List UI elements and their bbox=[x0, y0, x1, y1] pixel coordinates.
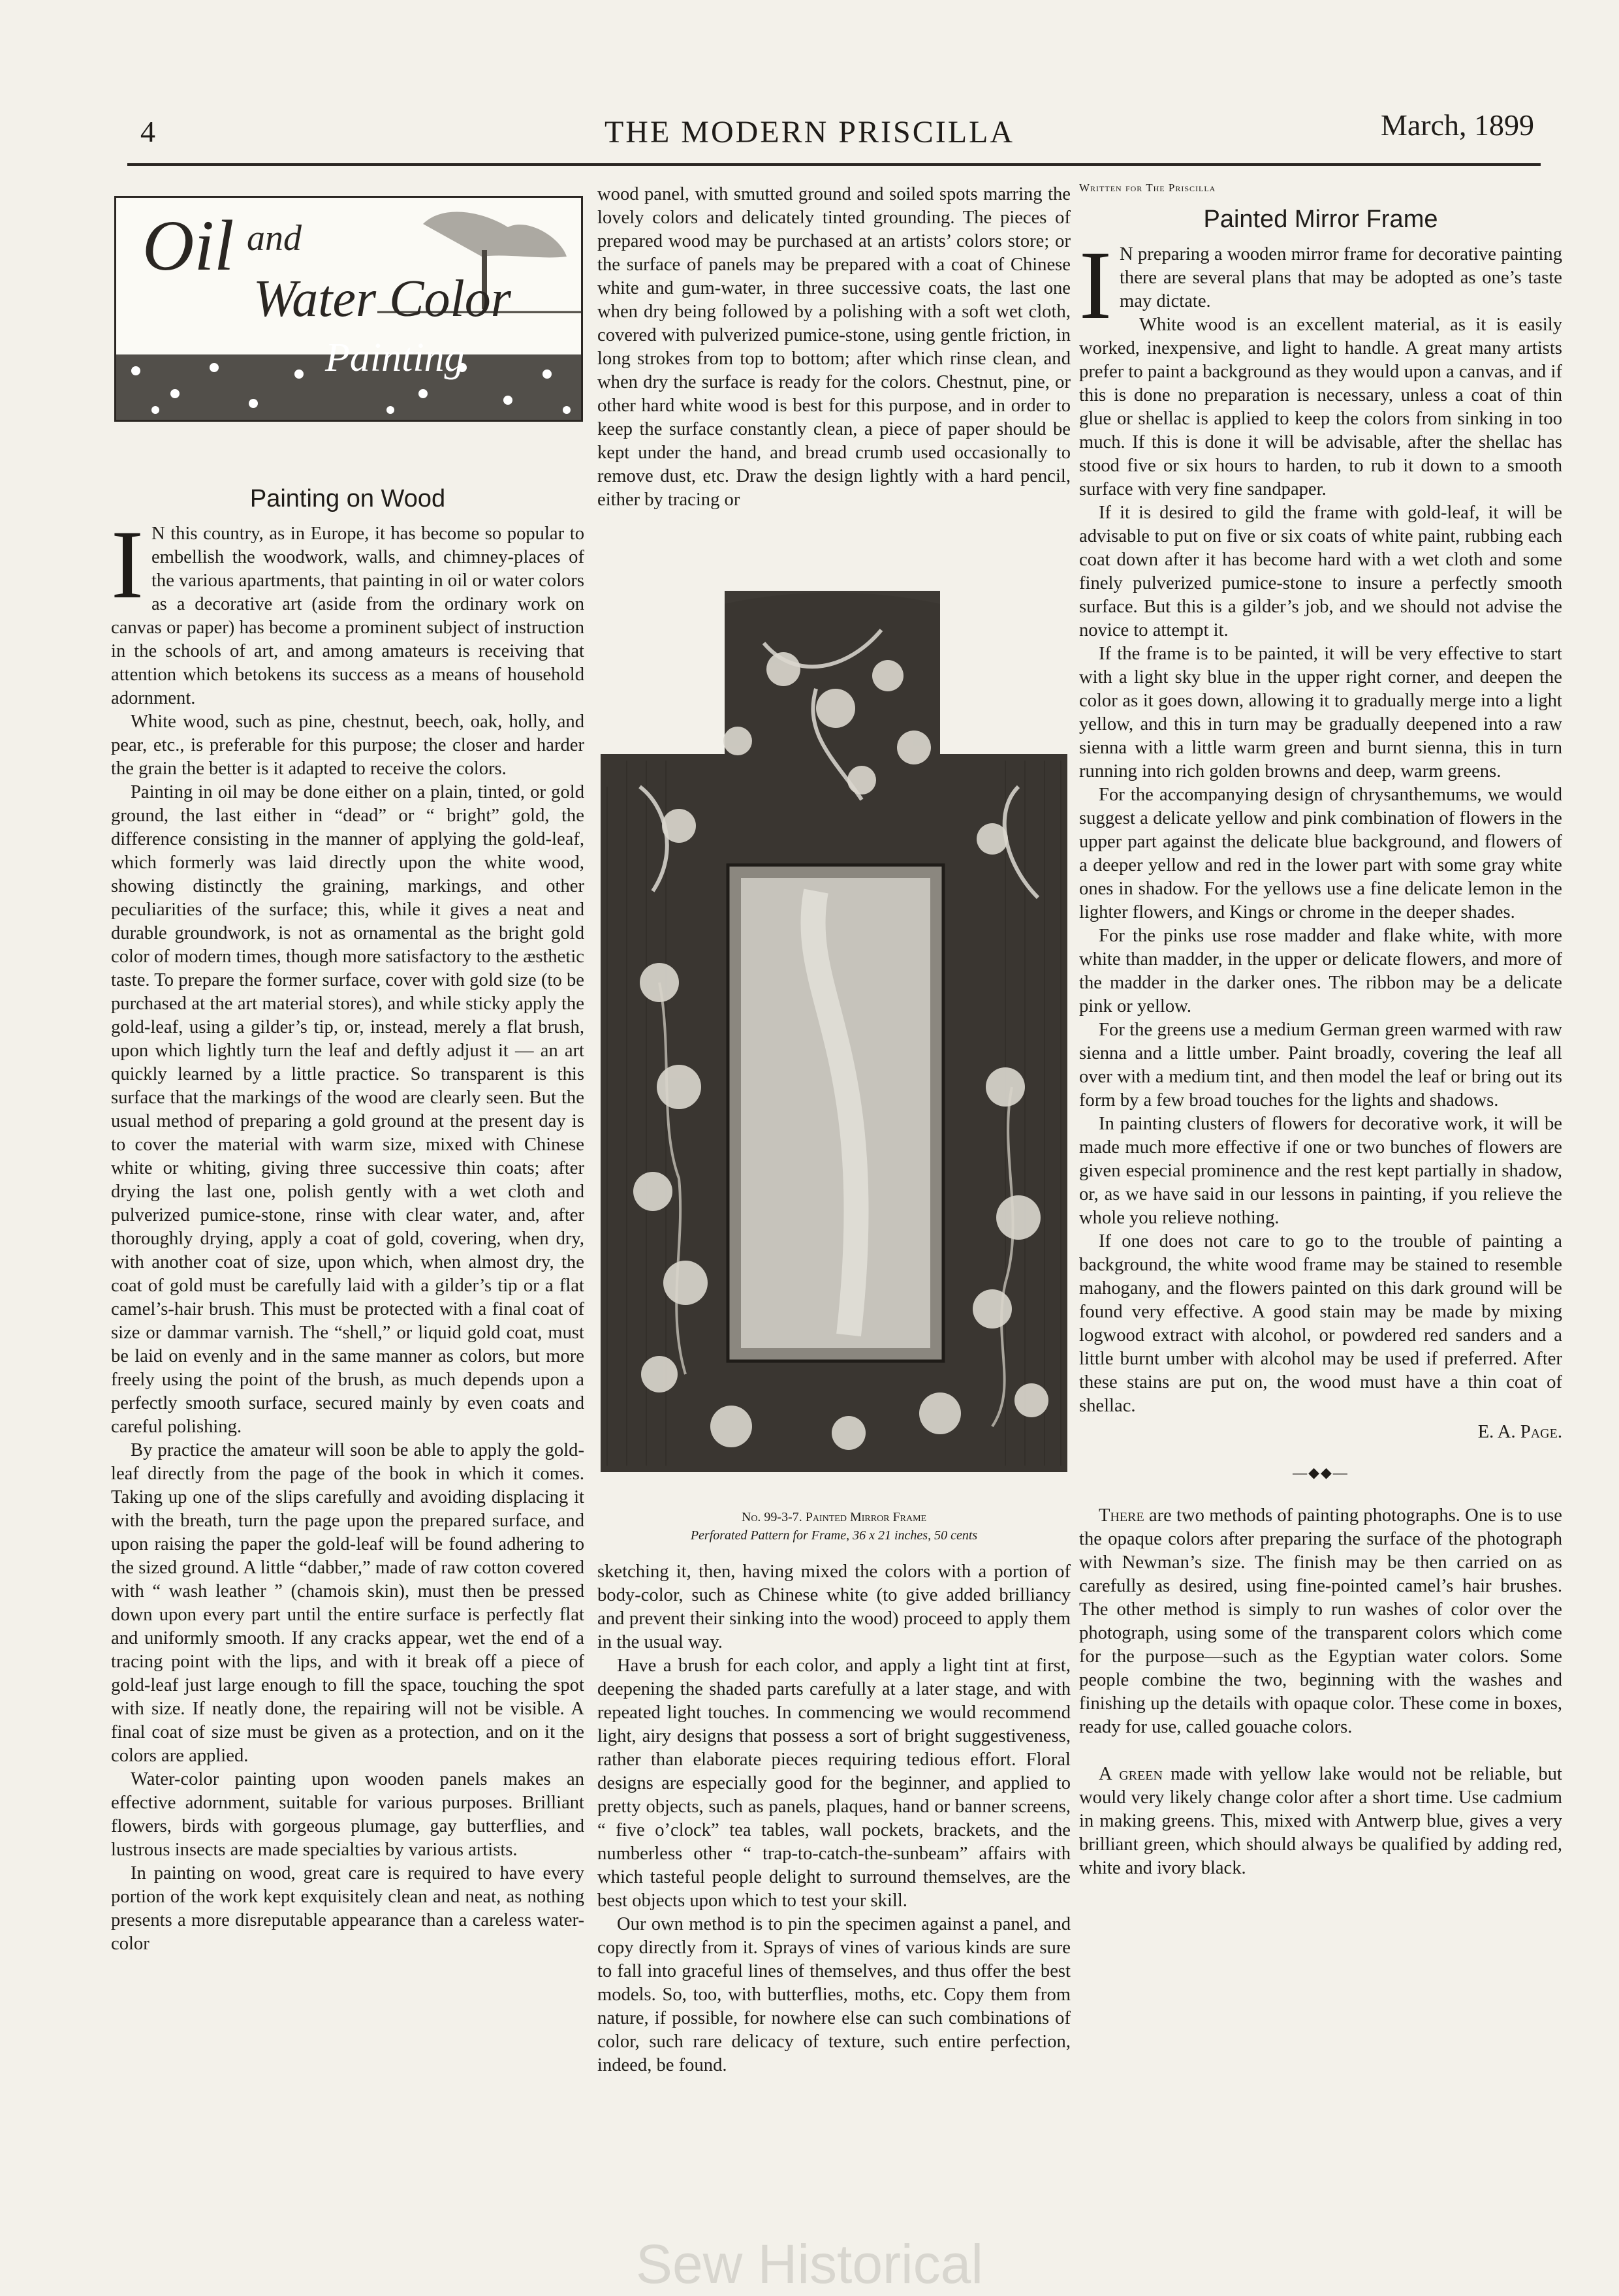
watermark: Sew Historical bbox=[635, 2233, 984, 2295]
paragraph: For the greens use a medium German green warmed with raw sienna and a little umber. Paint broadly, covering the leaf all over with a medium tint, and then model the leaf or bring out its form by a few broad touches for the lights and shadows. bbox=[1079, 1020, 1562, 1110]
article-column-2 bbox=[597, 183, 1071, 512]
oil-water-color-banner bbox=[114, 196, 583, 422]
painted-mirror-frame-illustration bbox=[601, 591, 1067, 1472]
page-number: 4 bbox=[140, 115, 155, 148]
paragraph: sketching it, then, having mixed the colors with a portion of body-color, such as Chinese white (to give added brilliancy and prevent their sinking into the wood) proceed to apply them in the usual way. bbox=[597, 1562, 1071, 1652]
magazine-title: THE MODERN PRISCILLA bbox=[604, 115, 1014, 149]
paragraph: For the accompanying design of chrysanthemums, we would suggest a delicate yellow and pink combination of flowers in the upper part against the delicate blue background, and flowers of a deeper yellow and red in the lower part with some gray white ones in shadow. For the yellows use a fine delicate lemon in the lighter flowers, and Kings or chrome in the deeper shades. bbox=[1079, 785, 1562, 922]
paragraph: For the pinks use rose madder and flake white, with more white than madder, in the upper or delicate flowers, and more of the madder in the darker ones. The ribbon may be a delicate pink or yellow. bbox=[1079, 926, 1562, 1016]
paragraph-text: N preparing a wooden mirror frame for decorative painting there are several plans that may be adopted as one’s taste may dictate. bbox=[1119, 244, 1562, 311]
lead-word: A green bbox=[1099, 1764, 1163, 1784]
banner-oil: Oil bbox=[142, 206, 234, 285]
paragraph bbox=[1079, 1763, 1562, 1880]
drop-cap: I bbox=[111, 511, 144, 619]
section-divider: —◆◆— bbox=[1293, 1464, 1349, 1481]
paragraph: If it is desired to gild the frame with gold-leaf, it will be advisable to put on five or six coats of white paint, rubbing each coat down after it has become hard with a wet cloth and some finely pulverized pumice-stone to insure a perfectly smooth surface. But this is a gilder’s job, and we should not advise the novice to attempt it. bbox=[1079, 503, 1562, 640]
paragraph-text: made with yellow lake would not be reliable, but would very likely change color after a short time. Use cadmium in making greens. This, mixed with Antwerp blue, gives a very brilliant green, which should always be qualified by adding red, white and ivory black. bbox=[1079, 1764, 1562, 1878]
paragraph: Have a brush for each color, and apply a light tint at first, deepening the shaded parts carefully at a later stage, and with repeated light touches. In commencing we would recommend light, airy designs that possess a sort of bright suggestiveness, rather than elaborate pieces requiring tedious effort. Floral designs are especially good for the beginner, and applied to pretty objects, such as panels, plaques, hand or banner screens, “ five o’clock” tea tables, wall pockets, brackets, and the numberless other “ trap-to-catch-the-sunbeam” affairs with which tasteful people delight to surround themselves, are the best objects upon which to test your skill. bbox=[597, 1656, 1071, 1911]
caption-title: No. 99-3-7. Painted Mirror Frame bbox=[741, 1510, 927, 1524]
paragraph: In painting clusters of flowers for decorative work, it will be made much more effective if one or two bunches of flowers are given especial prominence and the rest kept partially in shadow, or, as we have said in our lessons in painting, if you relieve the whole you relieve nothing. bbox=[1079, 1114, 1562, 1228]
lead-word: There bbox=[1099, 1505, 1144, 1526]
paragraph: In painting on wood, great care is required to have every portion of the work kept exquisitely clean and neat, as nothing presents a more disreputable appearance than a careless water-color bbox=[111, 1863, 584, 1954]
article-column-1 bbox=[111, 483, 584, 2167]
paragraph bbox=[111, 511, 584, 710]
figure-caption bbox=[597, 1508, 1071, 1545]
banner-painting: Painting bbox=[325, 336, 465, 380]
article-heading-painting-on-wood: Painting on Wood bbox=[249, 485, 446, 512]
banner-water-color: Water Color bbox=[253, 270, 511, 328]
article-column-2-lower bbox=[597, 1560, 1071, 2077]
paragraph: White wood is an excellent material, as it is easily worked, inexpensive, and light to handle. A great many artists prefer to paint a background as they would upon a canvas, and if this is done no preparation is necessary, unless a coat of thin glue or shellac is applied to keep the colors from sinking in too much. If this is done it will be advisable, after the shellac has stood five or six hours to harden, to rub it down to a smooth surface with very fine sandpaper. bbox=[1079, 315, 1562, 499]
paragraph-text: N this country, as in Europe, it has become so popular to embellish the woodwork, walls, and chimney-places of the various apartments, that painting in oil or water colors as a decorative art (aside from the ordinary work on canvas or paper) has become a prominent subject of instruction in the schools of art, and among amateurs is receiving that attention which betokens its success as a means of household adornment. bbox=[111, 524, 584, 708]
author-signature: E. A. Page. bbox=[1477, 1422, 1562, 1442]
paragraph-text: are two methods of painting photographs. One is to use the opaque colors after preparing the surface of the photograph with Newman’s size. The finish may be then carried on as carefully as desired, using fine-pointed camel’s hair brushes. The other method is simply to run washes of color over the photograph, using some of the transparent colors which come for the purpose—such as the Egyptian water colors. Some people combine the two, beginning with the washes and finishing up the details with opaque color. These come in boxes, ready for use, called gouache colors. bbox=[1079, 1505, 1562, 1737]
issue-date: March, 1899 bbox=[1380, 108, 1534, 142]
paragraph: Our own method is to pin the specimen against a panel, and copy directly from it. Sprays of vines of various kinds are sure to fall into graceful lines of themselves, and thus offer the best models. So, too, with butterflies, moths, etc. Copy them from nature, if possible, for nowhere else can such combinations of color, such rare delicacy of texture, such entire perfection, indeed, be found. bbox=[597, 1914, 1071, 2075]
article-column-3 bbox=[1079, 176, 1562, 1880]
paragraph: If one does not care to go to the trouble of painting a background, the white wood frame may be stained to resemble mahogany, and the flowers painted on this dark ground will be found very effective. A good stain may be made by mixing logwood extract with alcohol, or powdered red sanders and a little burnt umber with alcohol may be used if preferred. After these stains are put on, the wood must have a thin coat of shellac. bbox=[1079, 1231, 1562, 1416]
header-rule bbox=[127, 163, 1541, 166]
paragraph: If the frame is to be painted, it will be very effective to start with a light sky blue in the upper right corner, and deepen the color as it goes down, allowing it to gradually merge into a light yellow, and this in turn may be gradually deepened into a raw sienna with a little warm green and burnt sienna, this in turn running into rich golden browns and deep, warm greens. bbox=[1079, 644, 1562, 781]
byline-written-for: Written for The Priscilla bbox=[1079, 181, 1216, 194]
caption-price: Perforated Pattern for Frame, 36 x 21 inches, 50 cents bbox=[690, 1528, 978, 1543]
article-heading-painted-mirror-frame: Painted Mirror Frame bbox=[1203, 206, 1438, 233]
paragraph bbox=[1079, 1504, 1562, 1739]
paragraph: White wood, such as pine, chestnut, beech, oak, holly, and pear, etc., is preferable for this purpose; the closer and harder the grain the better is it adapted to receive the colors. bbox=[111, 712, 584, 779]
paragraph: Painting in oil may be done either on a plain, tinted, or gold ground, the last either in “dead” or “ bright” gold, the difference consisting in the manner of applying the gold-leaf, which formerly was laid directly upon the white wood, showing distinctly the graining, markings, and other peculiarities of the surface; this, while it gives a neat and durable groundwork, is not as ornamental as the bright gold color of modern times, though more satisfactory to the æsthetic taste. To prepare the former surface, cover with gold size (to be purchased at the art material stores), and while sticky apply the gold-leaf, using a gilder’s tip, or, instead, merely a flat brush, upon which lightly turn the leaf and deftly adjust it — an art quickly learned by a little practice. So transparent is this surface that the markings of the wood are clearly seen. But the usual method of preparing a gold ground at the present day is to cover the material with warm size, mixed with Chinese white or whiting, giving three successive thin coats; after drying the last one, polish gently with a wet cloth and pulverized pumice-stone, rinse with clear water, and, after thoroughly drying, apply a coat of gold, covering, when dry, with another coat of size, upon which, when almost dry, the coat of gold must be carefully laid with a gilder’s tip or a flat camel’s-hair brush. This must be protected with a final coat of size or dammar varnish. The “shell,” or liquid gold coat, must be laid on evenly and in the same manner as colors, but more freely using the point of the brush, as much depends upon a perfectly smooth surface, secured mainly by even coats and careful polishing. bbox=[111, 782, 584, 1437]
paragraph: By practice the amateur will soon be able to apply the gold-leaf directly from the page of the book in which it comes. Taking up one of the slips carefully and avoiding displacing it with the breath, turn the page upon the prepared surface, and upon raising the paper the gold-leaf will be found adhering to the sized ground. A little “dabber,” made of raw cotton covered with “ wash leather ” (chamois skin), must then be pressed down upon every part until the entire surface is perfectly flat and uniformly smooth. If any cracks appear, wet the end of a tracing point with the lips, and with it break off a piece of gold-leaf just large enough to fill the space, touching the spot with size. If neatly done, the repairing will not be visible. A final coat of size must be given as a protection, and on it the colors are applied. bbox=[111, 1440, 584, 1766]
paragraph: wood panel, with smutted ground and soiled spots marring the lovely colors and delicately tinted grounding. The pieces of prepared wood may be purchased at an artists’ colors store; or the surface of panels may be prepared with a coat of Chinese white and gum-water, in three successive coats, the last one when dry being followed by a polishing with a soft wet cloth, covered with pulverized pumice-stone, using gentle friction, in long strokes from top to bottom; after which rinse clean, and when dry the surface is ready for the colors. Chestnut, pine, or other hard white wood is best for this purpose, and in order to keep the surface constantly clean, a piece of paper should be kept under the hand, and bread crumb used occasionally to remove dust, etc. Draw the design lightly with a hard pencil, either by tracing or bbox=[597, 184, 1071, 510]
drop-cap: I bbox=[1079, 231, 1112, 339]
banner-and: and bbox=[247, 218, 302, 259]
page-header bbox=[0, 108, 1619, 160]
paragraph bbox=[1079, 231, 1562, 339]
paragraph: Water-color painting upon wooden panels makes an effective adornment, suitable for various purposes. Brilliant flowers, birds with gorgeous plumage, gay butterflies, and lustrous insects are made specialties by various artists. bbox=[111, 1769, 584, 1860]
